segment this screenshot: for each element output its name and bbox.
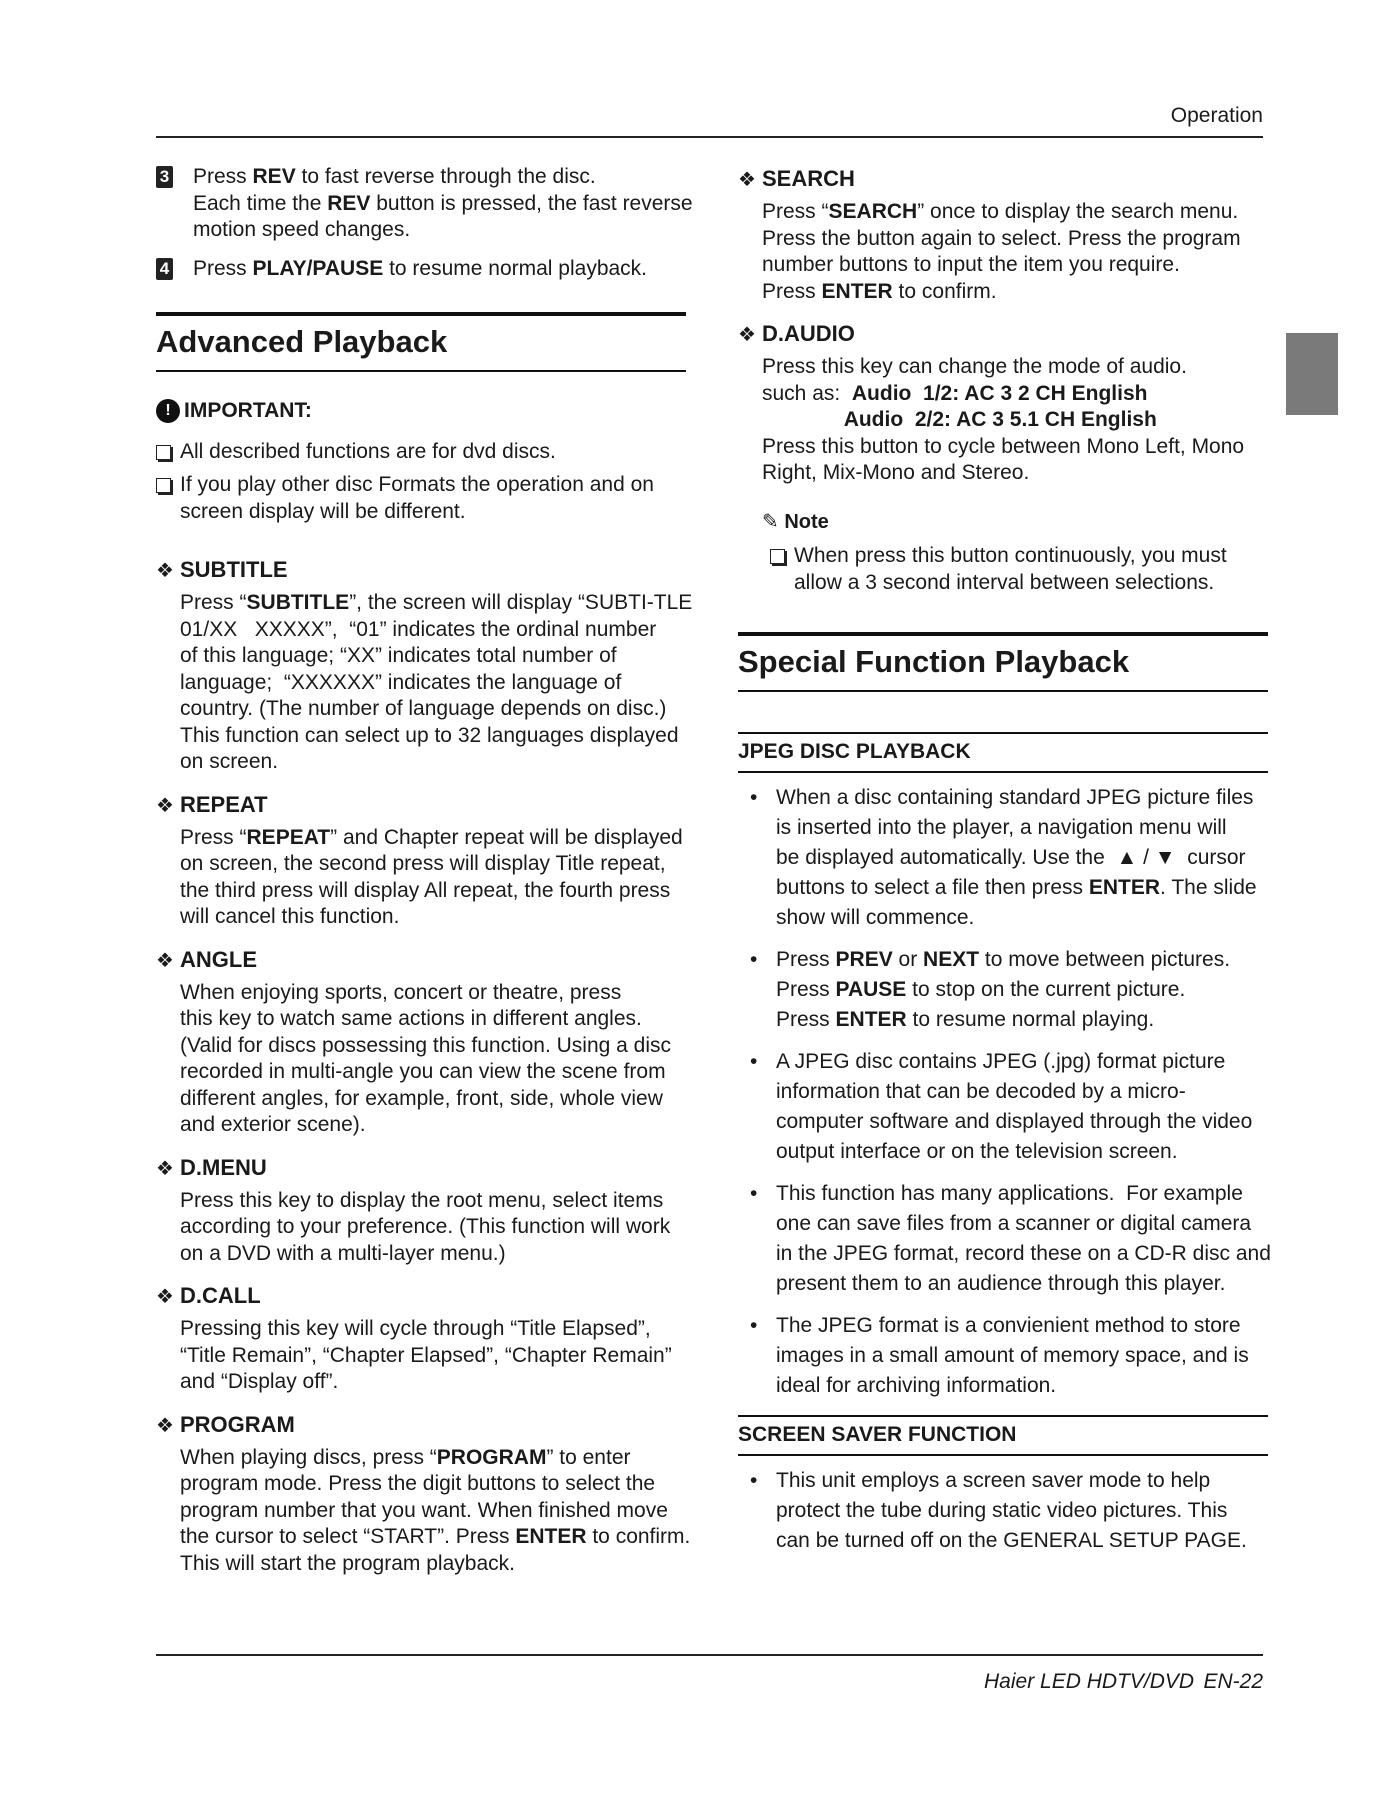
function-section-title: ❖ D.MENU	[156, 1153, 686, 1184]
function-section-body	[156, 590, 693, 776]
bullet-item	[738, 1047, 1268, 1167]
text-line: the cursor to select “START”. Press ENTER to confirm.	[180, 1525, 691, 1548]
function-section-body	[156, 1445, 691, 1578]
text-line: and exterior scene).	[180, 1113, 366, 1136]
text-line: The JPEG format is a convienient method to store	[776, 1314, 1241, 1337]
bullet-item	[738, 1466, 1268, 1556]
text-line: on screen, the second press will display Title repeat,	[180, 852, 666, 875]
diamond-bullet-icon: ❖	[156, 949, 174, 972]
text-line: This function has many applications. For example	[776, 1182, 1243, 1205]
text-line: on a DVD with a multi-layer menu.)	[180, 1241, 506, 1265]
text-line: information that can be decoded by a micro-	[776, 1080, 1186, 1103]
steps-list	[156, 164, 693, 282]
jpeg-bullet-list	[738, 783, 1271, 1401]
function-section-title: ❖ D.AUDIO	[738, 319, 1268, 350]
text-line: ideal for archiving information.	[776, 1374, 1057, 1397]
text-line: country. (The number of language depends on disc.)	[180, 697, 667, 720]
diamond-bullet-icon: ❖	[738, 324, 756, 346]
note-label: ✎ Note	[762, 510, 829, 533]
text-line: Press this key can change the mode of audio.	[762, 355, 1187, 378]
function-section-body	[156, 1188, 686, 1268]
diamond-bullet-icon: ❖	[156, 1286, 174, 1308]
checkbox-bullet-icon	[156, 478, 171, 493]
text-line: can be turned off on the GENERAL SETUP PAGE.	[776, 1529, 1247, 1552]
step-item	[156, 164, 693, 244]
text-line: this key to watch same actions in different angles.	[180, 1007, 642, 1030]
text-line: language; “XXXXXX” indicates the language of	[180, 670, 622, 694]
function-section-search	[738, 164, 1268, 305]
step-number: 3	[156, 166, 173, 188]
text-line: 01/XX XXXXX”, “01” indicates the ordinal number	[180, 617, 657, 641]
advanced-playback-heading: Advanced Playback	[156, 312, 686, 372]
text-line: one can save files from a scanner or digital camera	[776, 1212, 1252, 1235]
bullet-dot-icon: •	[750, 948, 758, 971]
text-line: images in a small amount of memory space, and is	[776, 1344, 1249, 1367]
text-line: Press this button to cycle between Mono Left, Mono	[762, 434, 1245, 458]
text-line: show will commence.	[776, 906, 975, 929]
text-line: output interface or on the television screen.	[776, 1140, 1178, 1163]
function-section-title: ❖ REPEAT	[156, 790, 686, 821]
bullet-item	[738, 783, 1268, 933]
text-line: protect the tube during static video pictures. This	[776, 1499, 1228, 1522]
text-line: recorded in multi-angle you can view the scene from	[180, 1060, 666, 1083]
page-header	[156, 102, 1263, 138]
text-line: Press PAUSE to stop on the current picture.	[776, 978, 1186, 1001]
text-line: Pressing this key will cycle through “Title Elapsed”,	[180, 1317, 651, 1340]
text-line: Press REV to fast reverse through the disc.	[193, 165, 596, 188]
text-line: will cancel this function.	[180, 905, 400, 928]
text-line: computer software and displayed through the video	[776, 1110, 1253, 1133]
right-function-sections	[738, 164, 1268, 487]
screen-saver-heading: SCREEN SAVER FUNCTION	[738, 1415, 1268, 1456]
function-section-daudio	[738, 319, 1268, 487]
bullet-dot-icon: •	[750, 1469, 758, 1492]
bullet-dot-icon: •	[750, 1050, 758, 1073]
step-item	[156, 256, 686, 283]
function-section-body	[156, 1316, 686, 1396]
text-line: such as: Audio 1/2: AC 3 2 CH English	[762, 381, 1148, 405]
important-item	[156, 472, 686, 525]
checkbox-bullet-icon	[770, 549, 785, 564]
text-line: When enjoying sports, concert or theatre, press	[180, 980, 622, 1004]
text-line: When a disc containing standard JPEG picture files	[776, 786, 1254, 809]
footer-product: Haier LED HDTV/DVD	[984, 1670, 1195, 1693]
function-section-title: ❖ SEARCH	[738, 164, 1268, 195]
pencil-icon: ✎	[762, 510, 779, 533]
text-line: different angles, for example, front, side, whole view	[180, 1086, 663, 1110]
text-line: Press “REPEAT” and Chapter repeat will be displayed	[180, 825, 683, 849]
function-section-body	[738, 199, 1268, 305]
important-label: ! IMPORTANT:	[156, 398, 686, 425]
text-line: program mode. Press the digit buttons to select the	[180, 1472, 656, 1495]
text-line: Press this key to display the root menu, select items	[180, 1188, 664, 1212]
text-line: Each time the REV button is pressed, the fast reverse	[193, 191, 693, 215]
diamond-bullet-icon: ❖	[738, 169, 756, 191]
bullet-item	[738, 945, 1268, 1035]
screen-saver-bullet-list	[738, 1466, 1268, 1556]
page-footer	[156, 1654, 1263, 1693]
left-column	[156, 164, 693, 1577]
function-section-title: ❖ ANGLE	[156, 945, 686, 976]
text-line: present them to an audience through this player.	[776, 1272, 1226, 1295]
text-line: the third press will display All repeat, the fourth press	[180, 878, 671, 902]
text-line: This unit employs a screen saver mode to help	[776, 1469, 1211, 1492]
text-line: Press PLAY/PAUSE to resume normal playback.	[193, 256, 648, 280]
right-column	[738, 164, 1271, 1568]
text-line: Audio 2/2: AC 3 5.1 CH English	[843, 408, 1157, 431]
important-item-text: If you play other disc Formats the operation and on screen display will be different.	[180, 473, 654, 523]
text-line: Press the button again to select. Press the program	[762, 226, 1241, 250]
function-section-subtitle	[156, 555, 693, 776]
function-section-title: ❖ D.CALL	[156, 1281, 686, 1312]
text-line: number buttons to input the item you require.	[762, 253, 1180, 276]
function-section-program	[156, 1410, 691, 1578]
step-number: 4	[156, 258, 173, 280]
diamond-bullet-icon: ❖	[156, 794, 174, 817]
text-line: “Title Remain”, “Chapter Elapsed”, “Chapter Remain”	[180, 1343, 672, 1367]
text-line: (Valid for discs possessing this function. Using a disc	[180, 1033, 671, 1057]
function-section-repeat	[156, 790, 686, 931]
text-line: and “Display off”.	[180, 1370, 339, 1393]
diamond-bullet-icon: ❖	[156, 1414, 174, 1437]
text-line: is inserted into the player, a navigation menu will	[776, 816, 1227, 839]
bullet-item	[738, 1311, 1268, 1401]
function-section-dcall	[156, 1281, 686, 1396]
text-line: This function can select up to 32 languages displayed	[180, 723, 679, 747]
text-line: motion speed changes.	[193, 218, 411, 241]
text-line: be displayed automatically. Use the ▲ / ▼ cursor	[776, 846, 1246, 869]
bullet-item	[738, 1179, 1271, 1299]
function-section-title: ❖ PROGRAM	[156, 1410, 686, 1441]
bullet-dot-icon: •	[750, 786, 758, 809]
diamond-bullet-icon: ❖	[156, 560, 174, 582]
function-section-dmenu	[156, 1153, 686, 1268]
function-section-title: ❖ SUBTITLE	[156, 555, 686, 586]
text-line: A JPEG disc contains JPEG (.jpg) format picture	[776, 1050, 1226, 1073]
text-line: This will start the program playback.	[180, 1551, 515, 1575]
function-section-body	[156, 980, 686, 1139]
text-line: on screen.	[180, 750, 279, 773]
left-function-sections	[156, 555, 693, 1577]
text-line: Press ENTER to confirm.	[762, 279, 997, 303]
jpeg-heading: JPEG DISC PLAYBACK	[738, 732, 1268, 773]
footer-page-number: EN-22	[1203, 1670, 1263, 1693]
text-line: Press “SUBTITLE”, the screen will display “SUBTI-TLE	[180, 591, 693, 614]
text-line: in the JPEG format, record these on a CD-R disc and	[776, 1242, 1271, 1265]
text-line: Right, Mix-Mono and Stereo.	[762, 461, 1030, 484]
header-section-title: Operation	[1170, 104, 1263, 127]
important-icon: !	[156, 399, 180, 423]
special-function-heading: Special Function Playback	[738, 632, 1268, 692]
text-line: program number that you want. When finished move	[180, 1498, 668, 1522]
important-list	[156, 439, 686, 526]
text-line: Press PREV or NEXT to move between pictures.	[776, 948, 1231, 971]
text-line: buttons to select a file then press ENTER. The slide	[776, 876, 1257, 899]
important-item	[156, 439, 686, 466]
diamond-bullet-icon: ❖	[156, 1157, 174, 1180]
function-section-body	[738, 354, 1268, 487]
section-tab-marker	[1286, 333, 1338, 415]
important-item-text: All described functions are for dvd discs.	[180, 439, 556, 463]
text-line: according to your preference. (This function will work	[180, 1215, 671, 1238]
text-line: Press ENTER to resume normal playing.	[776, 1008, 1155, 1031]
bullet-dot-icon: •	[750, 1314, 758, 1337]
text-line: of this language; “XX” indicates total number of	[180, 644, 617, 667]
function-section-angle	[156, 945, 686, 1139]
text-line: When playing discs, press “PROGRAM” to enter	[180, 1445, 631, 1469]
function-section-body	[156, 825, 686, 931]
text-line: Press “SEARCH” once to display the search menu.	[762, 200, 1239, 223]
bullet-dot-icon: •	[750, 1182, 758, 1205]
note-item: When press this button continuously, you must allow a 3 second interval between selections.	[738, 543, 1268, 596]
checkbox-bullet-icon	[156, 445, 171, 460]
